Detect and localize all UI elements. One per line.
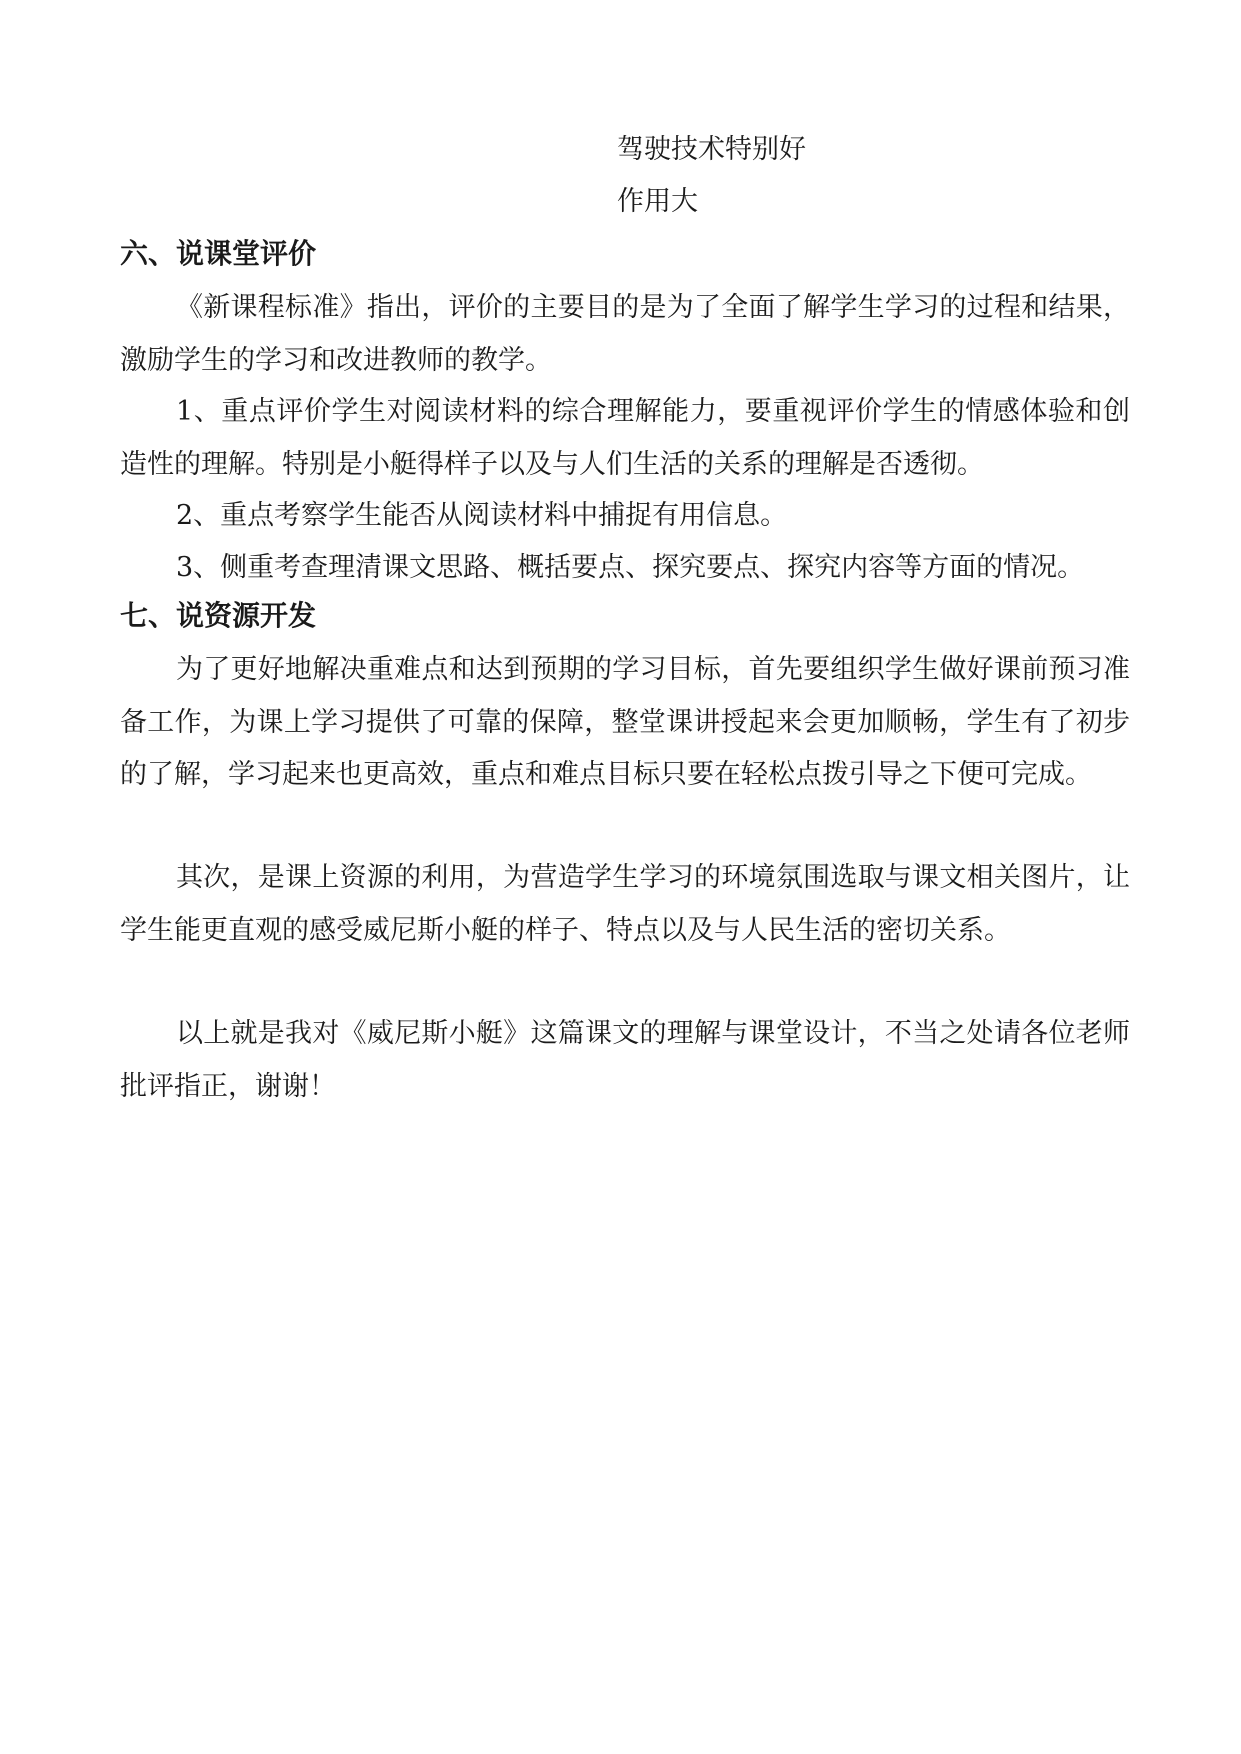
board-note-line: 作用大 xyxy=(617,186,698,217)
paragraph: 其次，是课上资源的利用，为营造学生学习的环境氛围选取与课文相关图片，让学生能更直观的感受威尼斯小艇的样子、特点以及与人民生活的密切关系。 xyxy=(120,862,1130,946)
section-heading-evaluation: 六、说课堂评价 xyxy=(120,237,317,270)
board-note-line: 驾驶技术特别好 xyxy=(617,134,806,165)
section-heading-resources: 七、说资源开发 xyxy=(120,599,317,632)
paragraph: 以上就是我对《威尼斯小艇》这篇课文的理解与课堂设计，不当之处请各位老师批评指正，谢谢！ xyxy=(120,1018,1130,1102)
paragraph: 为了更好地解决重难点和达到预期的学习目标，首先要组织学生做好课前预习准备工作，为课上学习提供了可靠的保障，整堂课讲授起来会更加顺畅，学生有了初步的了解，学习起来也更高效，重点和难点目标只要在轻松点拨引导之下便可完成。 xyxy=(120,654,1130,790)
paragraph: 3、侧重考查理清课文思路、概括要点、探究要点、探究内容等方面的情况。 xyxy=(176,552,1085,583)
paragraph: 《新课程标准》指出，评价的主要目的是为了全面了解学生学习的过程和结果，激励学生的学习和改进教师的教学。 xyxy=(120,292,1130,376)
paragraph: 1、重点评价学生对阅读材料的综合理解能力，要重视评价学生的情感体验和创造性的理解。特别是小艇得样子以及与人们生活的关系的理解是否透彻。 xyxy=(120,396,1130,480)
paragraph: 2、重点考察学生能否从阅读材料中捕捉有用信息。 xyxy=(176,500,788,531)
